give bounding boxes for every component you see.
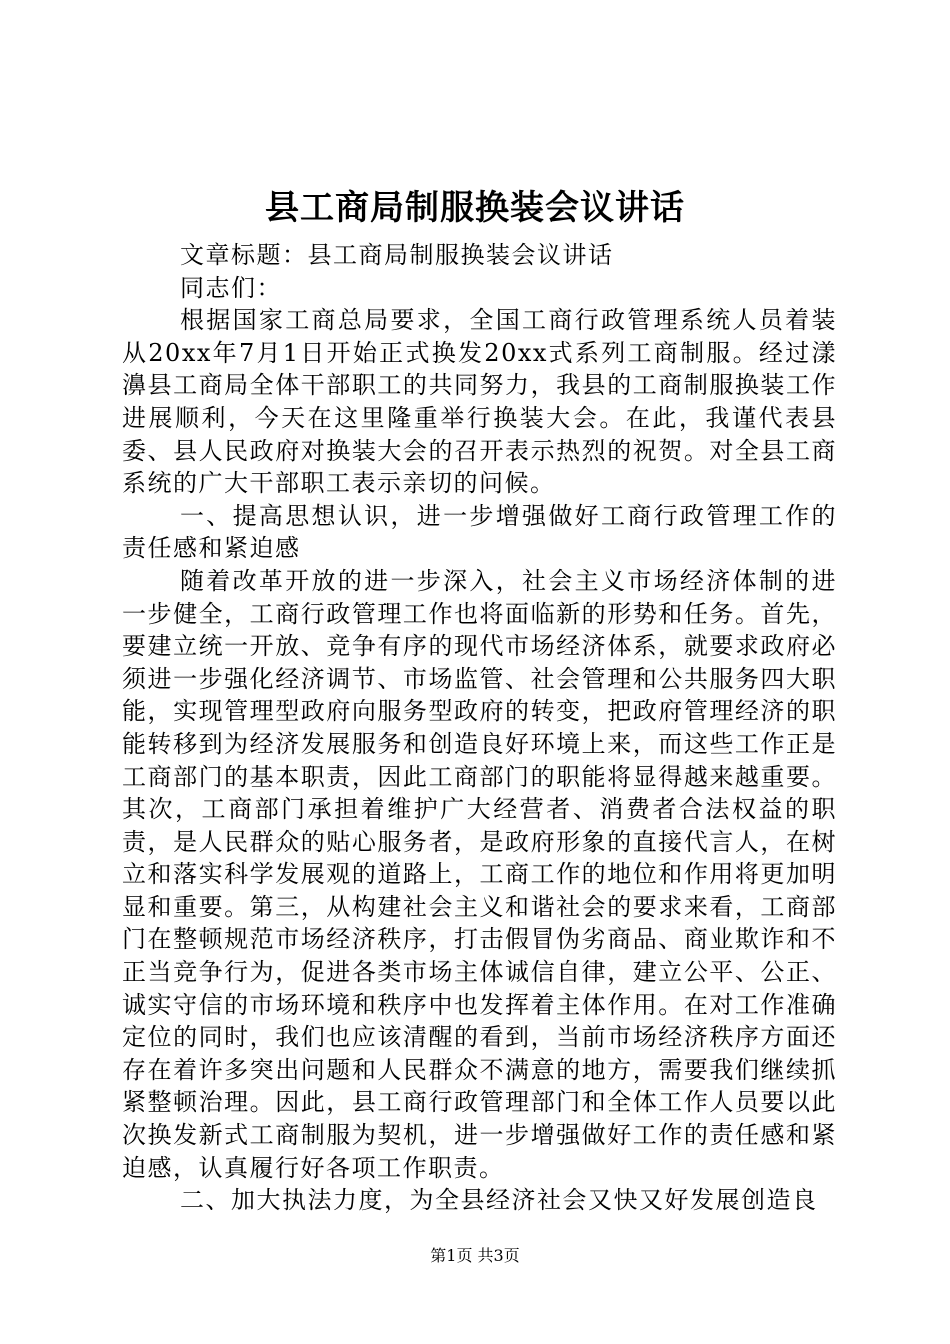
section-heading-2: 二、加大执法力度，为全县经济社会又快又好发展创造良 xyxy=(180,1186,818,1215)
salutation: 同志们： xyxy=(180,273,282,302)
page-footer: 第1页 共3页 xyxy=(430,1246,520,1265)
document-title: 县工商局制服换装会议讲话 xyxy=(265,188,685,228)
paragraph-section-1: 随着改革开放的进一步深入，社会主义市场经济体制的进一步健全，工商行政管理工作也将面临新的形势和任务。首先，要建立统一开放、竞争有序的现代市场经济体系，就要求政府必须进一步强化经济调节、市场监管、社会管理和公共服务四大职能，实现管理型政府向服务型政府的转变，把政府管理经济的职能转移到为经济发展服务和创造良好环境上来，而这些工作正是工商部门的基本职责，因此工商部门的职能将显得越来越重要。其次，工商部门承担着维护广大经营者、消费者合法权益的职责，是人民群众的贴心服务者，是政府形象的直接代言人，在树立和落实科学发展观的道路上，工商工作的地位和作用将更加明显和重要。第三，从构建社会主义和谐社会的要求来看，工商部门在整顿规范市场经济秩序，打击假冒伪劣商品、商业欺诈和不正当竞争行为，促进各类市场主体诚信自律，建立公平、公正、诚实守信的市场环境和秩序中也发挥着主体作用。在对工作准确定位的同时，我们也应该清醒的看到，当前市场经济秩序方面还存在着许多突出问题和人民群众不满意的地方，需要我们继续抓紧整顿治理。因此，县工商行政管理部门和全体工作人员要以此次换发新式工商制服为契机，进一步增强做好工作的责任感和紧迫感，认真履行好各项工作职责。 xyxy=(122,566,837,1182)
article-title-line: 文章标题：县工商局制服换装会议讲话 xyxy=(180,241,614,269)
document-body xyxy=(122,239,837,1217)
paragraph-intro: 根据国家工商总局要求，全国工商行政管理系统人员着装从20xx年7月1日开始正式换发20xx式系列工商制服。经过漾濞县工商局全体干部职工的共同努力，我县的工商制服换装工作进展顺利，今天在这里隆重举行换装大会。在此，我谨代表县委、县人民政府对换装大会的召开表示热烈的祝贺。对全县工商系统的广大干部职工表示亲切的问候。 xyxy=(122,306,837,498)
section-heading-1: 一、提高思想认识，进一步增强做好工商行政管理工作的责任感和紧迫感 xyxy=(122,501,837,563)
